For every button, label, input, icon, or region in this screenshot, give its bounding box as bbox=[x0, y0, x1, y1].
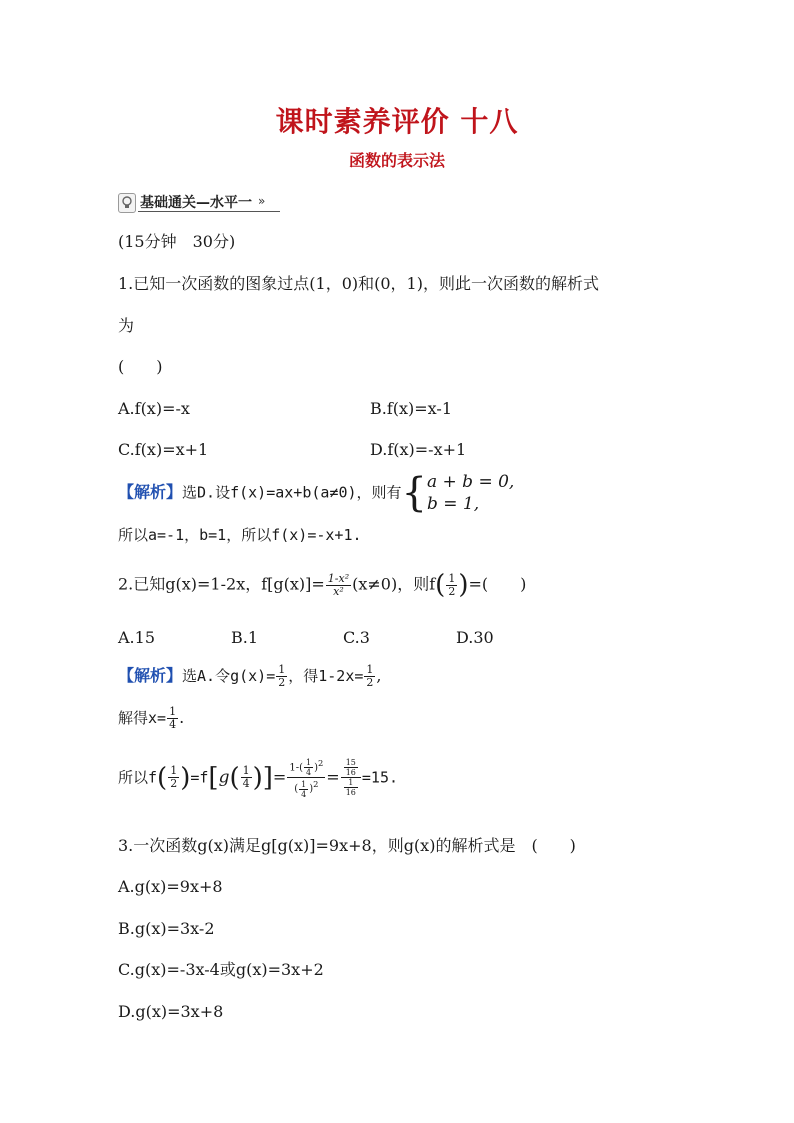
nested-fraction: $\frac{\frac{15}{16}}{\frac{1}{16}}$ bbox=[341, 758, 361, 797]
section-label: 基础通关—水平一 bbox=[140, 195, 252, 211]
double-arrow-icon: » bbox=[258, 194, 266, 208]
lightbulb-icon bbox=[118, 193, 136, 213]
q1-option-a: A.f(x)=-x bbox=[118, 399, 190, 418]
timing-note: (15分钟 30分) bbox=[118, 232, 236, 251]
brace-symbol: { bbox=[401, 470, 427, 516]
page-subtitle: 函数的表示法 bbox=[348, 151, 445, 170]
q1-analysis bbox=[118, 471, 514, 515]
q2-stem: 2.已知g(x)=1-2x，f[g(x)]= $\frac{\text{1-x²}}{\text{x²}}$ (x≠0)，则f( $\frac{1}{2}$ )=( ) bbox=[118, 570, 527, 600]
analysis-tag: 【解析】 bbox=[118, 482, 183, 502]
q1-option-d: D.f(x)=-x+1 bbox=[370, 440, 467, 459]
q2-option-b: B.1 bbox=[231, 628, 259, 647]
analysis-tag: 【解析】 bbox=[118, 666, 183, 685]
system-line2: b = 1, bbox=[426, 494, 480, 514]
q2-analysis-line1: 【解析】选A.令g(x)= $\frac{1}{2}$ ，得1-2x= $\frac{1}{2}$ , bbox=[118, 663, 382, 689]
system-line1: a + b = 0, bbox=[426, 472, 515, 492]
q3-option-d: D.g(x)=3x+8 bbox=[118, 1002, 224, 1021]
q2-stem-pre: 2.已知g(x)=1-2x，f[g(x)]= bbox=[118, 574, 325, 594]
q2-stem-mid: (x≠0)，则f bbox=[352, 574, 436, 594]
q2-option-d: D.30 bbox=[456, 628, 494, 647]
q3-option-a: A.g(x)=9x+8 bbox=[118, 877, 223, 896]
q1-answer-blank: ( ) bbox=[118, 357, 163, 376]
q1-stem-line1: 1.已知一次函数的图象过点(1，0)和(0，1)，则此一次函数的解析式 bbox=[118, 274, 599, 293]
equation-system bbox=[427, 471, 514, 515]
big-fraction: 1-( $\frac{1}{4}$ )$^2$ ( $\frac{1}{4}$ )$^2$ bbox=[289, 758, 324, 799]
page-title: 课时素养评价 十八 bbox=[275, 105, 519, 138]
q1-analysis-text: 选D.设f(x)=ax+b(a≠0)，则有 bbox=[182, 483, 402, 502]
q2-option-c: C.3 bbox=[343, 628, 370, 647]
q2-analysis-line2: 解得x= $\frac{1}{4}$ . bbox=[118, 705, 185, 731]
q1-stem-line2: 为 bbox=[118, 316, 135, 335]
q3-option-b: B.g(x)=3x-2 bbox=[118, 919, 215, 938]
q2-option-a: A.15 bbox=[118, 628, 155, 647]
q3-stem: 3.一次函数g(x)满足g[g(x)]=9x+8，则g(x)的解析式是 ( ) bbox=[118, 836, 576, 855]
q2-stem-post: =( ) bbox=[468, 574, 527, 594]
q2-fraction: $\frac{\text{1-x²}}{\text{x²}}$ bbox=[327, 571, 350, 598]
section-underline bbox=[138, 211, 280, 212]
q1-analysis-line2: 所以a=-1，b=1，所以f(x)=-x+1. bbox=[118, 526, 362, 544]
q2-half: $\frac{1}{2}$ bbox=[448, 571, 456, 598]
q1-option-c: C.f(x)=x+1 bbox=[118, 440, 209, 459]
q2-analysis-line3: 所以f( $\frac{1}{2}$ )=f[g( $\frac{1}{4}$ )]= 1-( $\frac{1}{4}$ )$^2$ ( $\frac{1}{4}$ )$^2$ = $\frac{\frac{15}{16}}{\frac{1}{16}}$ =15. bbox=[118, 758, 399, 799]
q1-option-b: B.f(x)=x-1 bbox=[370, 399, 453, 418]
q3-option-c: C.g(x)=-3x-4或g(x)=3x+2 bbox=[118, 960, 324, 979]
